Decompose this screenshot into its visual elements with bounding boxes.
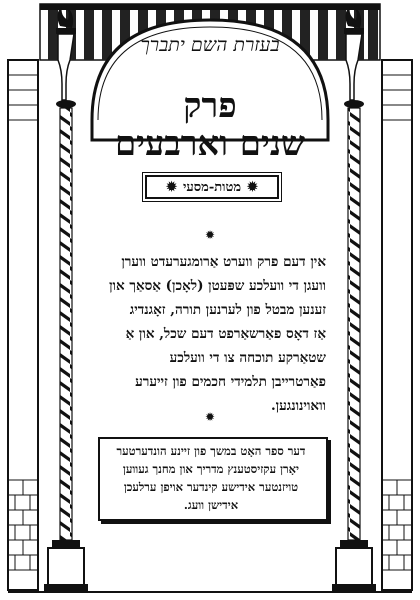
left-column-base — [44, 540, 88, 592]
blessing-header: בעזרת השם יתברך — [140, 34, 280, 56]
parsha-badge — [145, 175, 279, 199]
summary-line: שטאַרקע תוכחה צו די וועלכע — [169, 350, 326, 366]
left-brick-pillar — [8, 60, 38, 590]
right-brick-pillar — [382, 60, 412, 590]
note-line: דער ספר האָט במשך פון זיינע הונדערטער — [116, 444, 306, 458]
summary-line: אַז דאָס פאַרשאַרפט דעם שכל, און אַ — [125, 326, 326, 342]
summary-line: וועגן די וועלכע שפּעטן (לאָכן) אַסאַך און — [109, 278, 326, 294]
note-line: טויזנטער אידישע קינדער אויפן ערלעכן — [123, 480, 299, 494]
summary-line: אין דעם פרק ווערט אַרומגערעדט ווערן — [121, 254, 326, 270]
summary-line: וואוינונגען. — [270, 398, 326, 414]
star-icon: ✹ — [166, 179, 177, 195]
right-column-base — [332, 540, 376, 592]
chapter-summary — [96, 250, 326, 418]
chapter-number: שנים וארבעים — [114, 124, 306, 164]
star-icon: ✹ — [247, 179, 258, 195]
note-line: יאָרן עקזיסטענץ מדריך און מחנך געווען — [122, 462, 300, 476]
parsha-label: מטות-מסעי — [182, 180, 242, 195]
left-rope-column — [60, 108, 72, 540]
chapter-label: פרק — [183, 86, 237, 126]
note-text — [102, 442, 320, 514]
right-rope-column — [348, 108, 360, 540]
divider-ornament-icon: ✹ — [204, 410, 216, 424]
summary-line: זענען מבטל פון לערנען תורה, זאָגנדיג — [129, 302, 326, 318]
note-line: אידישן וועג. — [183, 498, 239, 512]
summary-line: פאַרטרייבן תלמידי חכמים פון זייערע — [135, 374, 326, 390]
divider-ornament-icon: ✹ — [204, 228, 216, 242]
